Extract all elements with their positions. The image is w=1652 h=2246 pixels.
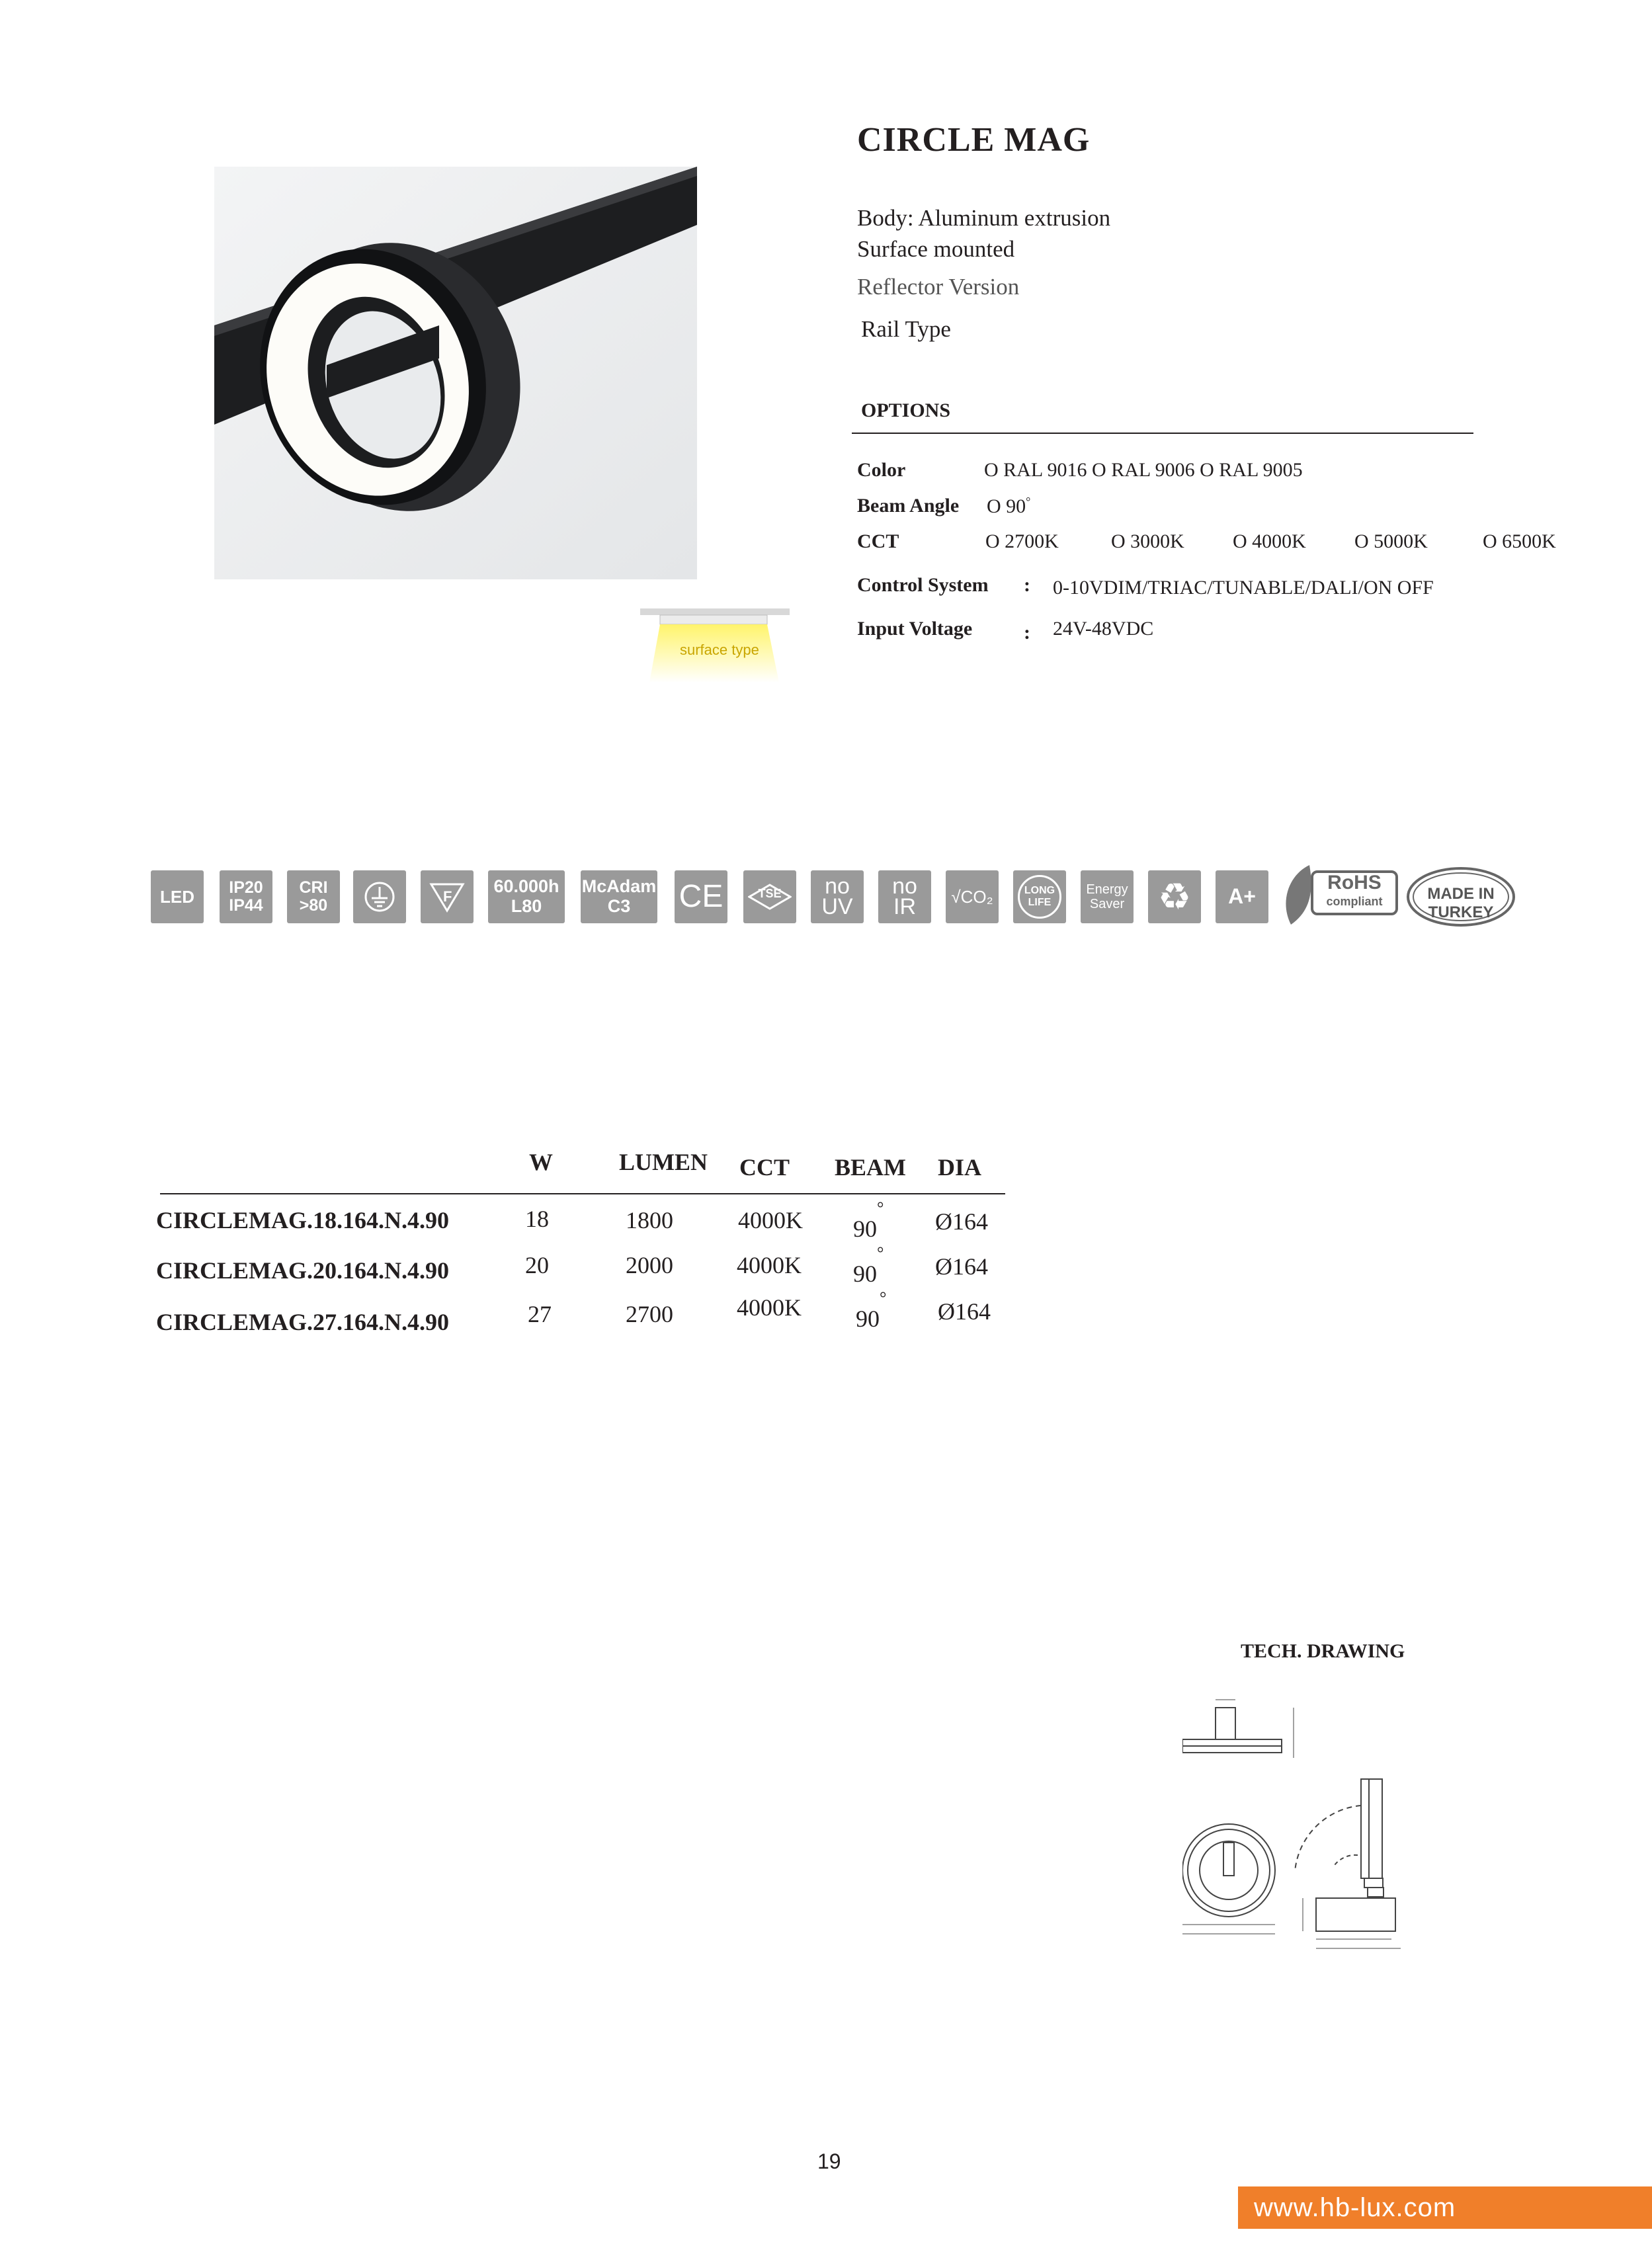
tech-drawing: [1182, 1693, 1473, 1971]
tech-drawing-heading: TECH. DRAWING: [1241, 1640, 1405, 1662]
beam-angle-label: Beam Angle: [857, 495, 960, 517]
voltage-colon: :: [1024, 622, 1030, 644]
recycle-icon: ♻: [1148, 870, 1201, 923]
co2-badge: √CO₂: [946, 870, 999, 923]
a-plus-badge: A+: [1216, 870, 1268, 923]
page-number: 19: [817, 2149, 841, 2173]
cell-lumen: 1800: [626, 1207, 673, 1233]
cell-dia: Ø164: [935, 1253, 988, 1280]
mount-type: Surface mounted: [857, 236, 1015, 262]
surface-type-label: surface type: [680, 642, 759, 658]
header-beam: BEAM: [835, 1154, 906, 1181]
cell-beam: 90°: [853, 1243, 884, 1287]
tse-badge: TSE: [743, 870, 796, 923]
product-title: CIRCLE MAG: [857, 121, 1091, 159]
input-voltage-value: 24V-48VDC: [1053, 618, 1154, 640]
options-divider: [852, 433, 1473, 434]
cell-dia: Ø164: [935, 1208, 988, 1235]
product-code: CIRCLEMAG.18.164.N.4.90: [156, 1207, 450, 1233]
circle-mag-illustration: [214, 167, 697, 579]
header-w: W: [529, 1149, 553, 1175]
cct-option-4000: O 4000K: [1233, 530, 1306, 552]
body-material: Body: Aluminum extrusion: [857, 205, 1111, 231]
ip-rating-badge: IP20 IP44: [220, 870, 272, 923]
product-code: CIRCLEMAG.27.164.N.4.90: [156, 1309, 450, 1335]
rail-type: Rail Type: [861, 316, 951, 342]
f-mark-icon: [421, 870, 474, 923]
beam-angle-value: O 90°: [987, 495, 1031, 517]
lifetime-badge: 60.000h L80: [488, 870, 565, 923]
cell-beam: 90°: [853, 1198, 884, 1242]
website-url[interactable]: www.hb-lux.com: [1238, 2186, 1652, 2229]
control-system-label: Control System: [857, 574, 989, 596]
no-ir-badge: no IR: [878, 870, 931, 923]
options-heading: OPTIONS: [861, 399, 951, 421]
cell-w: 18: [525, 1206, 549, 1232]
input-voltage-label: Input Voltage: [857, 618, 973, 640]
cct-option-5000: O 5000K: [1354, 530, 1428, 552]
header-lumen: LUMEN: [619, 1149, 708, 1175]
control-system-value: 0-10VDIM/TRIAC/TUNABLE/DALI/ON OFF: [1053, 577, 1434, 599]
cct-label: CCT: [857, 530, 899, 552]
energy-saver-badge: Energy Saver: [1081, 870, 1134, 923]
cell-cct: 4000K: [737, 1294, 802, 1321]
header-dia: DIA: [938, 1154, 982, 1181]
cct-option-2700: O 2700K: [985, 530, 1059, 552]
svg-text:F: F: [443, 888, 452, 905]
cell-w: 27: [528, 1301, 552, 1327]
control-colon: :: [1024, 574, 1030, 596]
cell-dia: Ø164: [938, 1298, 991, 1325]
cct-option-3000: O 3000K: [1111, 530, 1184, 552]
product-photo: [214, 167, 697, 579]
header-cct: CCT: [739, 1154, 790, 1181]
color-values: O RAL 9016 O RAL 9006 O RAL 9005: [984, 459, 1303, 481]
table-header-divider: [160, 1193, 1005, 1194]
rohs-badge: RoHS compliant: [1283, 861, 1399, 927]
cri-badge: CRI >80: [287, 870, 340, 923]
surface-type-icon: [640, 608, 790, 683]
earth-ground-icon: [353, 870, 406, 923]
version-text: Reflector Version: [857, 274, 1020, 300]
ce-mark-badge: CE: [675, 870, 727, 923]
long-life-badge: LONG LIFE: [1013, 870, 1066, 923]
product-code: CIRCLEMAG.20.164.N.4.90: [156, 1257, 450, 1284]
mcadam-badge: McAdam C3: [581, 870, 657, 923]
cell-w: 20: [525, 1252, 549, 1278]
led-badge: LED: [151, 870, 204, 923]
cct-option-6500: O 6500K: [1483, 530, 1556, 552]
made-in-turkey-badge: MADE IN TURKEY: [1406, 866, 1516, 927]
color-label: Color: [857, 459, 906, 481]
cell-beam: 90°: [856, 1288, 887, 1332]
cell-cct: 4000K: [738, 1207, 803, 1233]
cell-cct: 4000K: [737, 1252, 802, 1278]
no-uv-badge: no UV: [811, 870, 864, 923]
cell-lumen: 2000: [626, 1252, 673, 1278]
cell-lumen: 2700: [626, 1301, 673, 1327]
